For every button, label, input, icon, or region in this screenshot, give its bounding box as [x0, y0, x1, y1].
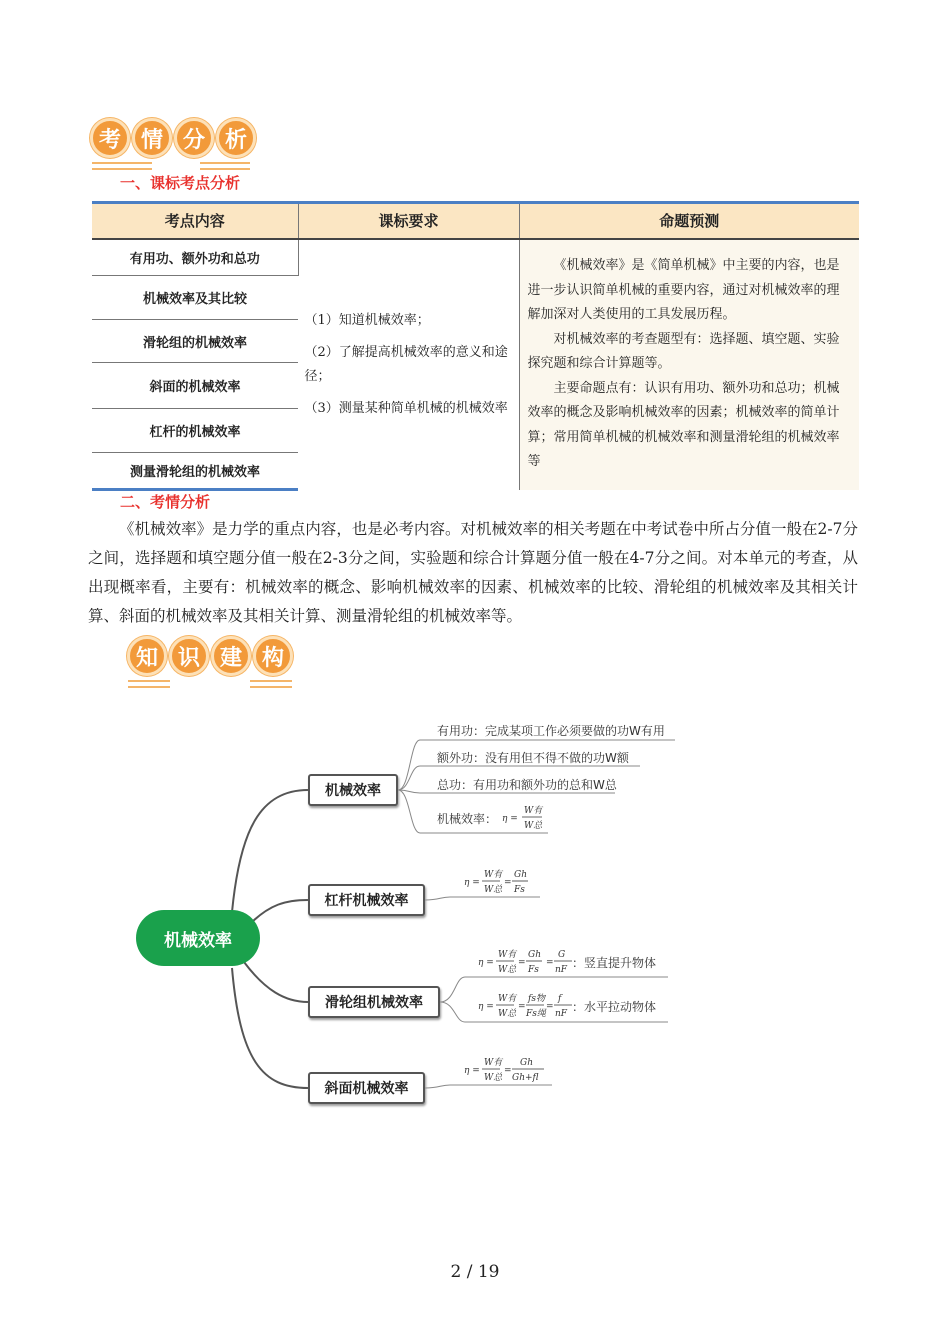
svg-text:W有: W有 — [484, 870, 503, 880]
svg-text:W有: W有 — [484, 1058, 503, 1068]
svg-text:=: = — [504, 1066, 512, 1076]
svg-text:Fs: Fs — [528, 965, 539, 975]
header-topic: 考点内容 — [92, 203, 298, 239]
svg-text:η =: η = — [464, 878, 480, 888]
svg-text:fs物: fs物 — [528, 994, 545, 1004]
prediction-paragraph: 对机械效率的考查题型有：选择题、填空题、实验探究题和综合计算题等。 — [527, 331, 840, 372]
topic-cell: 测量滑轮组的机械效率 — [92, 453, 298, 490]
section1-title: 一、课标考点分析 — [120, 174, 241, 192]
svg-text:Fs: Fs — [514, 885, 525, 895]
leaf-extra-work: 额外功：没有用但不得不做的功W额 — [437, 751, 629, 765]
formula-pulley-horizontal — [478, 990, 578, 1024]
badge-char: 分 — [174, 118, 214, 158]
badge-char: 考 — [90, 118, 130, 158]
mindmap-root: 机械效率 — [136, 910, 260, 966]
mindmap-branch-pulley: 滑轮组机械效率 — [308, 986, 440, 1018]
header-prediction: 命题预测 — [519, 203, 859, 239]
svg-text:=: = — [504, 878, 512, 888]
topic-cell: 机械效率及其比较 — [92, 276, 298, 320]
requirement-item: （3）测量某种简单机械的机械效率 — [304, 400, 508, 416]
requirement-item: （2）了解提高机械效率的意义和途径； — [304, 344, 508, 384]
svg-text:η =: η = — [464, 1066, 480, 1076]
svg-text:G: G — [558, 950, 566, 960]
prediction-cell — [519, 239, 859, 490]
svg-text:W总: W总 — [484, 1073, 503, 1083]
formula-incline — [464, 1054, 554, 1088]
badge-char: 情 — [132, 118, 172, 158]
mindmap-branch-incline: 斜面机械效率 — [308, 1072, 425, 1104]
badge-underline — [128, 680, 170, 688]
formula-lever — [464, 866, 544, 900]
svg-text:Gh+fl: Gh+fl — [512, 1073, 539, 1083]
svg-text:η =: η = — [502, 814, 518, 824]
leaf-vertical-lift: ：竖直提升物体 — [572, 956, 657, 970]
analysis-paragraph: 《机械效率》是力学的重点内容，也是必考内容。对机械效率的相关考题在中考试卷中所占分值一般在2-7分之间，选择题和填空题分值一般在2-3分之间，实验题和综合计算题分值一般在4-7分之间。对本单元的考查，从出现概率看，主要有：机械效率的概念、影响机械效率的因素、机械效率的比较、滑轮组的机械效率及其相关计算、斜面的机械效率及其相关计算、测量滑轮组的机械效率等。 — [88, 520, 858, 625]
prediction-paragraph: 《机械效率》是《简单机械》中主要的内容，也是进一步认识简单机械的重要内容，通过对机械效率的理解加深对人类使用的工具发展历程。 — [527, 258, 840, 323]
svg-text:Gh: Gh — [528, 950, 541, 960]
badge-char: 析 — [216, 118, 256, 158]
badge-char: 识 — [169, 636, 209, 676]
svg-text:η =: η = — [478, 1002, 494, 1012]
topic-cell: 滑轮组的机械效率 — [92, 320, 298, 363]
section-badge-analysis — [90, 118, 256, 158]
svg-text:W有: W有 — [524, 806, 543, 816]
requirement-cell — [298, 239, 519, 490]
leaf-total-work: 总功：有用功和额外功的总和W总 — [437, 778, 617, 792]
badge-underline — [200, 162, 250, 170]
mindmap-branch-lever: 杠杆机械效率 — [308, 884, 425, 916]
topic-cell: 杠杆的机械效率 — [92, 409, 298, 453]
svg-text:W总: W总 — [498, 1009, 517, 1019]
svg-text:Gh: Gh — [514, 870, 527, 880]
svg-text:W有: W有 — [498, 950, 517, 960]
topic-cell: 有用功、额外功和总功 — [92, 239, 298, 276]
badge-char: 建 — [211, 636, 251, 676]
svg-text:=: = — [518, 958, 526, 968]
svg-text:=: = — [518, 1002, 526, 1012]
svg-text:nF: nF — [555, 1009, 568, 1019]
section2-title: 二、考情分析 — [120, 493, 211, 511]
svg-text:W总: W总 — [524, 821, 543, 831]
svg-text:nF: nF — [555, 965, 568, 975]
svg-text:=: = — [546, 958, 554, 968]
badge-underline — [250, 680, 292, 688]
svg-text:f: f — [558, 994, 562, 1004]
leaf-efficiency-label: 机械效率： — [437, 812, 498, 826]
mindmap-branch-efficiency: 机械效率 — [308, 774, 398, 806]
formula-pulley-vertical — [478, 946, 578, 980]
header-requirement: 课标要求 — [298, 203, 519, 239]
topic-cell: 斜面的机械效率 — [92, 363, 298, 409]
svg-text:=: = — [546, 1002, 554, 1012]
svg-text:η =: η = — [478, 958, 494, 968]
page-number: 2 / 19 — [450, 1262, 500, 1282]
leaf-useful-work: 有用功：完成某项工作必须要做的功W有用 — [437, 724, 665, 738]
requirement-item: （1）知道机械效率； — [304, 312, 430, 328]
badge-underline — [92, 162, 152, 170]
svg-text:W有: W有 — [498, 994, 517, 1004]
exam-point-table — [92, 201, 859, 491]
formula-efficiency — [502, 802, 562, 836]
svg-text:Gh: Gh — [520, 1058, 533, 1068]
prediction-paragraph: 主要命题点有：认识有用功、额外功和总功；机械效率的概念及影响机械效率的因素；机械效率的简单计算；常用简单机械的机械效率和测量滑轮组的机械效率等 — [527, 380, 840, 470]
section-badge-construct — [127, 636, 293, 676]
svg-text:W总: W总 — [498, 965, 517, 975]
badge-char: 知 — [127, 636, 167, 676]
badge-char: 构 — [253, 636, 293, 676]
leaf-horizontal-pull: ：水平拉动物体 — [572, 1000, 657, 1014]
svg-text:Fs绳: Fs绳 — [526, 1009, 546, 1019]
svg-text:W总: W总 — [484, 885, 503, 895]
